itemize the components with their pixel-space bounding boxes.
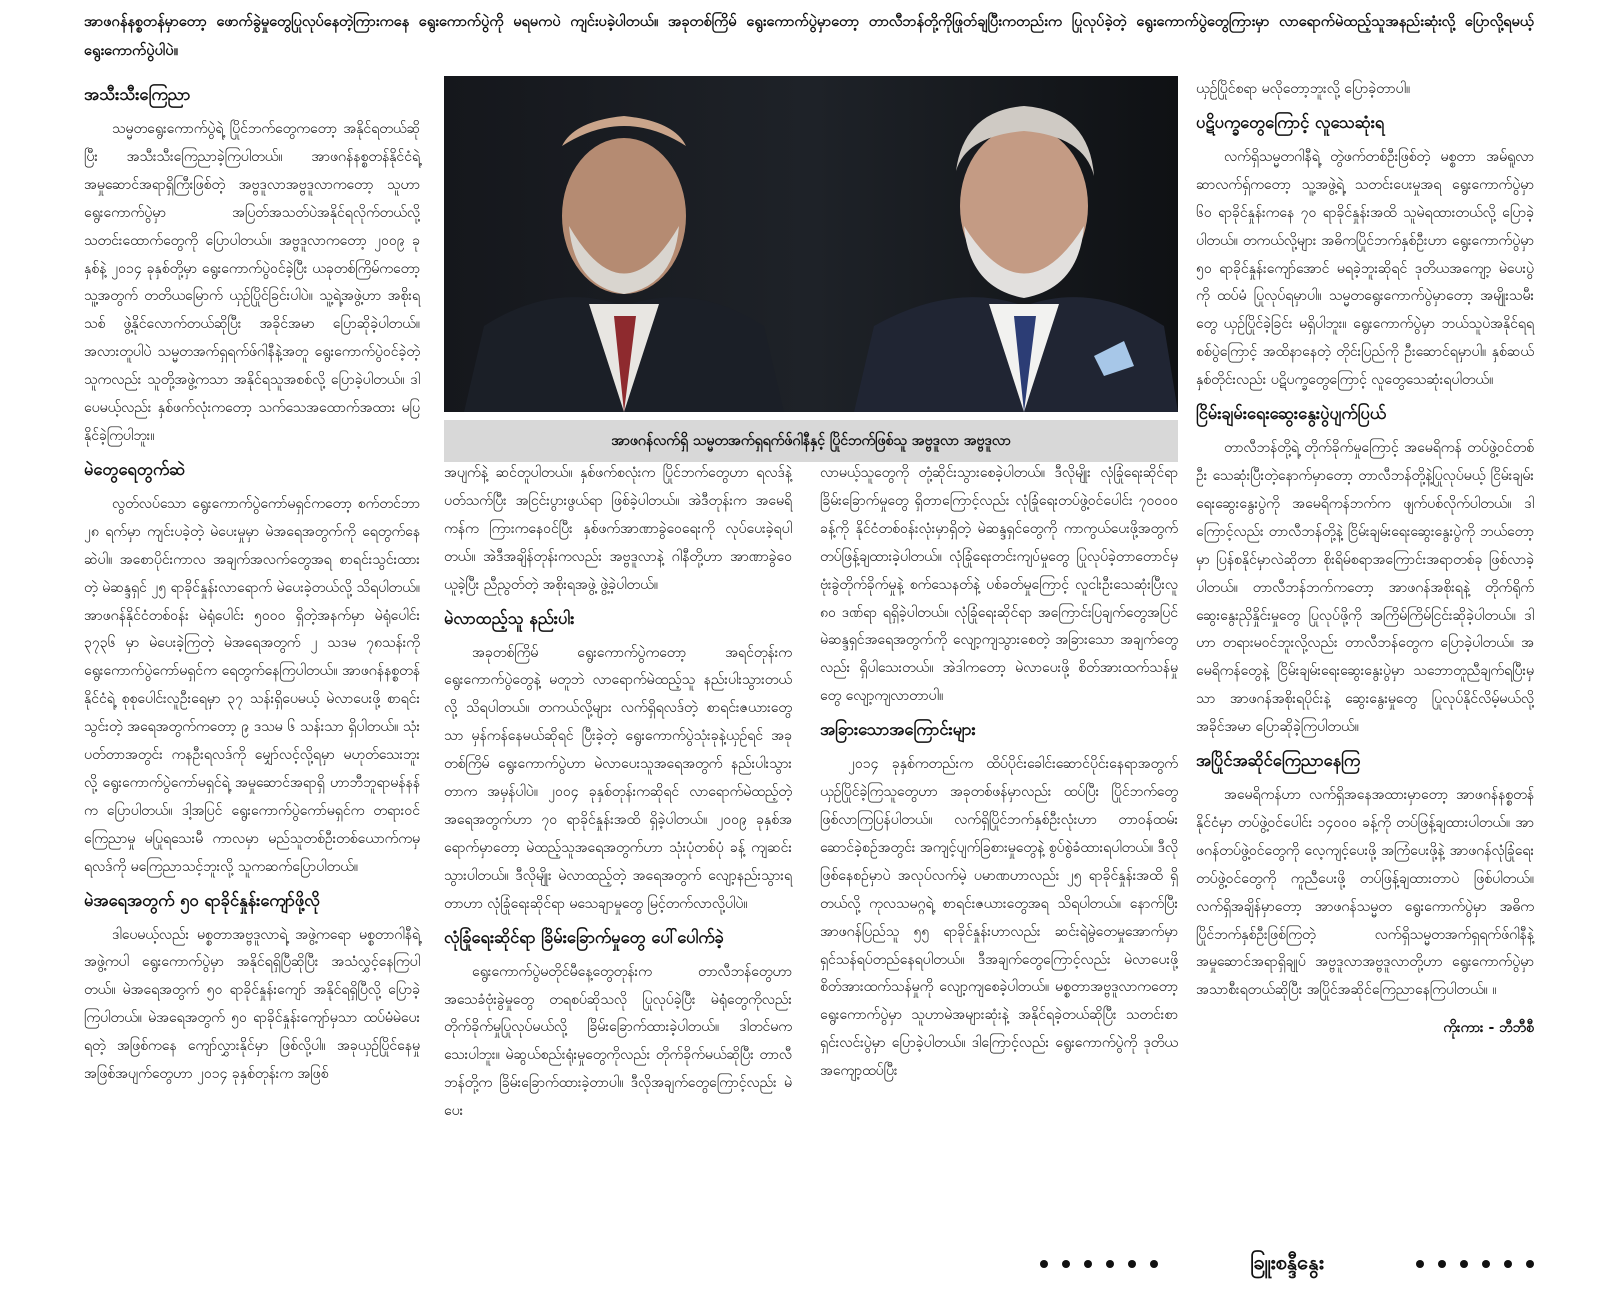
author-name: ခြူးစန္ဒီနွေး <box>1250 1250 1324 1274</box>
author-footer <box>1040 1244 1534 1284</box>
section-heading: မဲအရေအတွက် ၅၀ ရာခိုင်နှုန်းကျော်ဖို့လို <box>84 890 320 910</box>
body-paragraph: ၂၀၁၄ ခုနှစ်ကတည်းက ထိပ်ပိုင်းခေါင်းဆောင်ပိုင်းနေရာအတွက် ယှဉ်ပြိုင်ခဲ့ကြသူတွေဟာ အခုတစ်ဖန်မှာလည်း ထပ်ပြီး ပြိုင်ဘက်တွေ ဖြစ်လာကြပြန်ပါတယ်။ လက်ရှိပြိုင်ဘက်နှစ်ဦးလုံးဟာ တာဝန်ထမ်းဆောင်ခဲ့စဉ်အတွင်း အကျင့်ပျက်ခြစားမှုတွေနဲ့ စွပ်စွဲခံထားရပါတယ်။ ဒီလိုဖြစ်နေစဉ်မှာပဲ အလုပ်လက်မဲ့ ပမာဏဟာလည်း ၂၅ ရာခိုင်နှုန်းအထိ ရှိတယ်လို့ ကုလသမဂ္ဂရဲ့ စာရင်းဇယားတွေအရ သိရပါတယ်။ နောက်ပြီး အာဖဂန်ပြည်သူ ၅၅ ရာခိုင်နှုန်းဟာလည်း ဆင်းရဲမွဲတေမှုအောက်မှာ ရှင်သန်ရပ်တည်နေရပါတယ်။ ဒီအချက်တွေကြောင့်လည်း မဲလာပေးဖို့ စိတ်အားထက်သန်မှုကို လျော့ကျစေခဲ့ပါတယ်။ မစ္စတာအဗ္ဗဒူလာကတော့ ရွေးကောက်ပွဲမှာ သူဟာမဲအများဆုံးနဲ့ အနိုင်ရခဲ့တယ်ဆိုပြီး သတင်းစာရှင်းလင်းပွဲမှာ ပြောခဲ့ပါတယ်။ ဒါကြောင့်လည်း ရွေးကောက်ပွဲကို ဒုတိယအကျော့ထပ်ပြီး <box>820 756 1178 1080</box>
body-paragraph: လက်ရှိသမ္မတဂါနီရဲ့ တွဲဖက်တစ်ဦးဖြစ်တဲ့ မစ္စတာ အမ်ရူလာဆာလက်ရှ်ကတော့ သူ့အဖွဲ့ရဲ့ သတင်းပေးမှုအရ ရွေးကောက်ပွဲမှာ ၆၀ ရာခိုင်နှုန်းကနေ ၇၀ ရာခိုင်နှုန်းအထိ သူမဲရထားတယ်လို့ ပြောခဲ့ပါတယ်။ တကယ်လို့များ အဓိကပြိုင်ဘက်နှစ်ဦးဟာ ရွေးကောက်ပွဲမှာ ၅၀ ရာခိုင်နှုန်းကျော်အောင် မရခဲ့ဘူးဆိုရင် ဒုတိယအကျော့ မဲပေးပွဲကို ထပ်မံ ပြုလုပ်ရမှာပါ။ သမ္မတရွေးကောက်ပွဲမှာတော့ အမျိုးသမီးတွေ ယှဉ်ပြိုင်ခဲ့ခြင်း မရှိပါဘူး။ ရွေးကောက်ပွဲမှာ ဘယ်သူပဲအနိုင်ရရ စစ်ပွဲကြောင့် အထိနာနေတဲ့ တိုင်းပြည်ကို ဦးဆောင်ရမှာပါ။ နှစ်ဆယ်နှစ်တိုင်းလည်း ပဋိပက္ခတွေကြောင့် လူတွေသေဆုံးရပါတယ်။ <box>1196 148 1534 389</box>
dot-icon <box>1084 1260 1092 1268</box>
body-paragraph: အခုတစ်ကြိမ် ရွေးကောက်ပွဲကတော့ အရင်တုန်းက ရွေးကောက်ပွဲတွေနဲ့ မတူဘဲ လာရောက်မဲထည့်သူ နည်းပါးသွားတယ်လို့ သိရပါတယ်။ တကယ်လို့များ လက်ရှိရလဒ်တဲ့ စာရင်းဇယားတွေသာ မှန်ကန်နေမယ်ဆိုရင် ပြီးခဲ့တဲ့ ရွေးကောက်ပွဲသုံးခုနဲ့ယှဉ်ရင် အခုတစ်ကြိမ် ရွေးကောက်ပွဲဟာ မဲလာပေးသူအရေအတွက် နည်းပါးသွားတာက အမှန်ပါပဲ။ ၂၀၀၄ ခုနှစ်တုန်းကဆိုရင် လာရောက်မဲထည့်တဲ့ အရေအတွက်ဟာ ၇၀ ရာခိုင်နှုန်းအထိ ရှိခဲ့ပါတယ်။ ၂၀၀၉ ခုနှစ်အရောက်မှာတော့ မဲထည့်သူအရေအတွက်ဟာ သုံးပုံတစ်ပုံ ခန့် ကျဆင်းသွားပါတယ်။ ဒီလိုမျိုး မဲလာထည့်တဲ့ အရေအတွက် လျော့နည်းသွားရတာဟာ လုံခြုံရေးဆိုင်ရာ မသေချာမှုတွေ မြင့်တက်လာလို့ပါပဲ။ <box>444 644 792 912</box>
dot-icon <box>1482 1260 1490 1268</box>
intro-paragraph: အာဖဂန်နစ္စတန်မှာတော့ ဖောက်ခွဲမှုတွေပြုလုပ်နေတဲ့ကြားကနေ ရွေးကောက်ပွဲကို မရမကပဲ ကျင်းပခဲ့ပါတယ်။ အခုတစ်ကြိမ် ရွေးကောက်ပွဲမှာတော့ တာလီဘန်တို့ကိုဖြုတ်ချပြီးကတည်းက ပြုလုပ်ခဲ့တဲ့ ရွေးကောက်ပွဲတွေကြားမှာ လာရောက်မဲထည့်သူအနည်းဆုံးလို့ ပြောလို့ရမယ့် ရွေးကောက်ပွဲပါပဲ။ <box>84 14 1534 59</box>
dot-icon <box>1526 1260 1534 1268</box>
dots-left-decoration <box>1040 1260 1158 1268</box>
news-photo <box>444 76 1178 412</box>
dot-icon <box>1062 1260 1070 1268</box>
dot-icon <box>1040 1260 1048 1268</box>
column-4 <box>1196 76 1534 1256</box>
section-heading: အပြိုင်အဆိုင်ကြေညာနေကြ <box>1196 751 1361 771</box>
body-paragraph: ရွေးကောက်ပွဲမတိုင်မီနေ့တွေတုန်းက တာလီဘန်တွေဟာ အသေခံဗုံးခွဲမှုတွေ တရစပ်ဆိုသလို ပြုလုပ်ခဲ့ပြီး မဲရုံတွေကိုလည်း တိုက်ခိုက်မှုပြုလုပ်မယ်လို့ ခြိမ်းခြောက်ထားခဲ့ပါတယ်။ ဒါတင်မကသေးပါဘူး။ မဲဆွယ်စည်းရုံးမှုတွေကိုလည်း တိုက်ခိုက်မယ်ဆိုပြီး တာလီဘန်တို့က ခြိမ်းခြောက်ထားခဲ့တာပါ။ ဒီလိုအချက်တွေကြောင့်လည်း မဲပေး <box>444 963 792 1120</box>
column-3 <box>820 460 1178 1240</box>
dot-icon <box>1416 1260 1424 1268</box>
section-heading: မဲလာထည့်သူ နည်းပါး <box>444 608 575 628</box>
body-paragraph: အမေရိကန်ဟာ လက်ရှိအနေအထားမှာတော့ အာဖဂန်နစ္စတန်နိုင်ငံမှာ တပ်ဖွဲ့ဝင်ပေါင်း ၁၄၀၀၀ ခန့်ကို တပ်ဖြန့်ချထားပါတယ်။ အာဖဂန်တပ်ဖွဲ့ဝင်တွေကို လေ့ကျင့်ပေးဖို့ အကြံပေးဖို့နဲ့ အာဖဂန်လုံခြုံရေးတပ်ဖွဲ့ဝင်တွေကို ကူညီပေးဖို့ တပ်ဖြန့်ချထားတာပဲ ဖြစ်ပါတယ်။ လက်ရှိအချိန်မှာတော့ အာဖဂန်သမ္မတ ရွေးကောက်ပွဲမှာ အဓိကပြိုင်ဘက်နှစ်ဦးဖြစ်ကြတဲ့ လက်ရှိသမ္မတအက်ရှရက်ဖ်ဂါနီနဲ့ အမှုဆောင်အရာရှိချုပ် အဗ္ဗဒူလာအဗ္ဗဒူလာတို့ဟာ ရွေးကောက်ပွဲမှာ အသာစီးရတယ်ဆိုပြီး အပြိုင်အဆိုင်ကြေညာနေကြပါတယ်။ ။ <box>1196 787 1534 999</box>
column-2 <box>444 460 792 1240</box>
dot-icon <box>1150 1260 1158 1268</box>
photo-caption-text: အာဖဂန်လက်ရှိ သမ္မတအက်ရှရက်ဖ်ဂါနီနှင့် ပြိုင်ဘက်ဖြစ်သူ အဗ္ဗဒူလာ အဗ္ဗဒူလာ <box>611 432 1011 449</box>
body-paragraph: လာမယ့်သူတွေကို တုံ့ဆိုင်းသွားစေခဲ့ပါတယ်။ ဒီလိုမျိုး လုံခြုံရေးဆိုင်ရာ ခြိမ်းခြောက်မှုတွေ ရှိတာကြောင့်လည်း လုံခြုံရေးတပ်ဖွဲ့ဝင်ပေါင်း ၇၀၀၀၀ ခန့်ကို နိုင်ငံတစ်ဝန်းလုံးမှာရှိတဲ့ မဲဆန္ဒရှင်တွေကို ကာကွယ်ပေးဖို့အတွက် တပ်ဖြန့်ချထားခဲ့ပါတယ်။ လုံခြုံရေးတင်းကျပ်မှုတွေ ပြုလုပ်ခဲ့တာတောင်မှ ဗုံးခွဲတိုက်ခိုက်မှုနဲ့ စက်သေနတ်နဲ့ ပစ်ခတ်မှုကြောင့် လူငါးဦးသေဆုံးပြီးလူ ၈၀ ဒဏ်ရာ ရရှိခဲ့ပါတယ်။ လုံခြုံရေးဆိုင်ရာ အကြောင်းပြချက်တွေအပြင် မဲဆန္ဒရှင်အရေအတွက်ကို လျော့ကျသွားစေတဲ့ အခြားသော အချက်တွေလည်း ရှိပါသေးတယ်။ အဲဒါကတော့ မဲလာပေးဖို့ စိတ်အားထက်သန်မှုတွေ လျော့ကျလာတာပါ။ <box>820 465 1178 705</box>
photo-illustration <box>444 76 1178 412</box>
dot-icon <box>1504 1260 1512 1268</box>
section-heading: အသီးသီးကြေညာ <box>84 85 191 104</box>
body-paragraph: ယှဉ်ပြိုင်စရာ မလိုတော့ဘူးလို့ ပြောခဲ့တာပါ။ <box>1196 81 1411 97</box>
column-1 <box>84 76 420 1256</box>
dot-icon <box>1438 1260 1446 1268</box>
source-credit: ကိုးကား - ဘီဘီစီ <box>1443 1020 1534 1037</box>
body-paragraph: အပျက်နဲ့ ဆင်တူပါတယ်။ နှစ်ဖက်စလုံးက ပြိုင်ဘက်တွေဟာ ရလဒ်နဲ့ပတ်သက်ပြီး အငြင်းပွားဖွယ်ရာ ဖြစ်ခဲ့ပါတယ်။ အဲဒီတုန်းက အမေရိကန်က ကြားကနေဝင်ပြီး နှစ်ဖက်အာဏာခွဲဝေရေးကို လုပ်ပေးခဲ့ရပါတယ်။ အဲဒီအချိန်တုန်းကလည်း အဗ္ဗဒူလာနဲ့ ဂါနီတို့ဟာ အာဏာခွဲဝေယူခဲ့ပြီး ညီညွတ်တဲ့ အစိုးရအဖွဲ့ ဖွဲ့ခဲ့ပါတယ်။ <box>444 465 792 593</box>
section-heading: လုံခြုံရေးဆိုင်ရာ ခြိမ်းခြောက်မှုတွေ ပေါ်ပေါက်ခဲ့ <box>444 927 724 947</box>
section-heading: ငြိမ်းချမ်းရေးဆွေးနွေးပွဲပျက်ပြယ် <box>1196 404 1386 424</box>
body-paragraph: သမ္မတရွေးကောက်ပွဲရဲ့ ပြိုင်ဘက်တွေကတော့ အနိုင်ရတယ်ဆိုပြီး အသီးသီးကြေညာခဲ့ကြပါတယ်။ အာဖဂန်နစ္စတန်နိုင်ငံရဲ့ အမှုဆောင်အရာရှိကြီးဖြစ်တဲ့ အဗ္ဗဒူလာအဗ္ဗဒူလာကတော့ သူဟာရွေးကောက်ပွဲမှာ အပြတ်အသတ်ပဲအနိုင်ရလိုက်တယ်လို့ သတင်းထောက်တွေကို ပြောပါတယ်။ အဗ္ဗဒူလာကတော့ ၂၀၀၉ ခုနှစ်နဲ့ ၂၀၁၄ ခုနှစ်တို့မှာ ရွေးကောက်ပွဲဝင်ခဲ့ပြီး ယခုတစ်ကြိမ်ကတော့ သူ့အတွက် တတိယမြောက် ယှဉ်ပြိုင်ခြင်းပါပဲ။ သူ့ရဲ့အဖွဲ့ဟာ အစိုးရသစ် ဖွဲ့နိုင်လောက်တယ်ဆိုပြီး အခိုင်အမာ ပြောဆိုခဲ့ပါတယ်။ အလားတူပါပဲ သမ္မတအက်ရှရက်ဖ်ဂါနီနဲ့အတူ ရွေးကောက်ပွဲဝင်ခဲ့တဲ့ သူကလည်း သူတို့အဖွဲ့ကသာ အနိုင်ရသူအစစ်လို့ ပြောခဲ့ပါတယ်။ ဒါပေမယ့်လည်း နှစ်ဖက်လုံးကတော့ သက်သေအထောက်အထား မပြနိုင်ခဲ့ကြပါဘူး။ <box>84 121 420 444</box>
dot-icon <box>1106 1260 1114 1268</box>
section-heading: အခြားသောအကြောင်းများ <box>820 720 976 740</box>
dots-right-decoration <box>1416 1260 1534 1268</box>
section-heading: မဲတွေရေတွက်ဆဲ <box>84 459 186 479</box>
body-paragraph: လွတ်လပ်သော ရွေးကောက်ပွဲကော်မရှင်ကတော့ စက်တင်ဘာ ၂၈ ရက်မှာ ကျင်းပခဲ့တဲ့ မဲပေးမှုမှာ မဲအရေအတွက်ကို ရေတွက်နေဆဲပါ။ အစောပိုင်းကာလ အချက်အလက်တွေအရ စာရင်းသွင်းထားတဲ့ မဲဆန္ဒရှင် ၂၅ ရာခိုင်နှုန်းလာရောက် မဲပေးခဲ့တယ်လို့ သိရပါတယ်။ အာဖဂန်နိုင်ငံတစ်ဝန်း မဲရုံပေါင်း ၅၀၀၀ ရှိတဲ့အနက်မှာ မဲရုံပေါင်း ၃၇၃၆ မှာ မဲပေးခဲ့ကြတဲ့ မဲအရေအတွက် ၂ သဒမ ၇၈သန်းကို ရွေးကောက်ပွဲကော်မရှင်က ရေတွက်နေကြပါတယ်။ အာဖဂန်နစ္စတန်နိုင်ငံရဲ့ စုစုပေါင်းလူဦးရေမှာ ၃၇ သန်းရှိပေမယ့် မဲလာပေးဖို့ စာရင်းသွင်းတဲ့ အရေအတွက်ကတော့ ၉ ဒသမ ၆ သန်းသာ ရှိပါတယ်။ သုံးပတ်တာအတွင်း ကနဦးရလဒ်ကို မျှော်လင့်လို့ရမှာ မဟုတ်သေးဘူးလို့ ရွေးကောက်ပွဲကော်မရှင်ရဲ့ အမှုဆောင်အရာရှိ ဟာဘီဘူရာမန်နန်က ပြောပါတယ်။ ဒါ့အပြင် ရွေးကောက်ပွဲကော်မရှင်က တရားဝင်ကြေညာမှု မပြုရသေးမီ ကာလမှာ မည်သူတစ်ဦးတစ်ယောက်ကမှ ရလဒ်ကို မကြေညာသင့်ဘူးလို့ သူကဆက်ပြောပါတယ်။ <box>84 495 420 875</box>
body-paragraph: ဒါပေမယ့်လည်း မစ္စတာအဗ္ဗဒူလာရဲ့ အဖွဲ့ကရော မစ္စတာဂါနီရဲ့အဖွဲ့ကပါ ရွေးကောက်ပွဲမှာ အနိုင်ရရှိပြီဆိုပြီး အသံလွှင့်နေကြပါတယ်။ မဲအရေအတွက် ၅၀ ရာခိုင်နှုန်းကျော် အနိုင်ရရှိပြီလို့ ပြောခဲ့ကြပါတယ်။ မဲအရေအတွက် ၅၀ ရာခိုင်နှုန်းကျော်မှသာ ထပ်မံမဲပေးရတဲ့ အဖြစ်ကနေ ကျော်လွှားနိုင်မှာ ဖြစ်လို့ပါ။ အခုယှဉ်ပြိုင်နေမှုအဖြစ်အပျက်တွေဟာ ၂၀၁၄ ခုနှစ်တုန်းက အဖြစ် <box>84 926 420 1083</box>
body-paragraph: တာလီဘန်တို့ရဲ့ တိုက်ခိုက်မှုကြောင့် အမေရိကန် တပ်ဖွဲ့ဝင်တစ်ဦး သေဆုံးပြီးတဲ့နောက်မှာတော့ တာလီဘန်တို့နဲ့ပြုလုပ်မယ့် ငြိမ်းချမ်းရေးဆွေးနွေးပွဲကို အမေရိကန်ဘက်က ဖျက်ပစ်လိုက်ပါတယ်။ ဒါကြောင့်လည်း တာလီဘန်တို့နဲ့ ငြိမ်းချမ်းရေးဆွေးနွေးပွဲကို ဘယ်တော့မှာ ပြန်စနိုင်မှာလဲဆိုတာ စိုးရိမ်စရာအကြောင်းအရာတစ်ခု ဖြစ်လာခဲ့ပါတယ်။ တာလီဘန်ဘက်ကတော့ အာဖဂန်အစိုးရနဲ့ တိုက်ရိုက်ဆွေးနွေးညှိနှိုင်းမှုတွေ ပြုလုပ်ဖို့ကို အကြိမ်ကြိမ်ငြင်းဆိုခဲ့ပါတယ်။ ဒါဟာ တရားမဝင်ဘူးလို့လည်း တာလီဘန်တွေက ပြောခဲ့ပါတယ်။ အမေရိကန်တွေနဲ့ ငြိမ်းချမ်းရေးဆွေးနွေးပွဲမှာ သဘောတူညီချက်ရပြီးမှသာ အာဖဂန်အစိုးရပိုင်းနဲ့ ဆွေးနွေးမှုတွေ ပြုလုပ်နိုင်လိမ့်မယ်လို့ အခိုင်အမာ ပြောဆိုခဲ့ကြပါတယ်။ <box>1196 440 1534 736</box>
photo-caption <box>444 420 1178 462</box>
section-heading: ပဋိပက္ခတွေကြောင့် လူသေဆုံးရ <box>1196 112 1385 132</box>
dot-icon <box>1128 1260 1136 1268</box>
dot-icon <box>1460 1260 1468 1268</box>
